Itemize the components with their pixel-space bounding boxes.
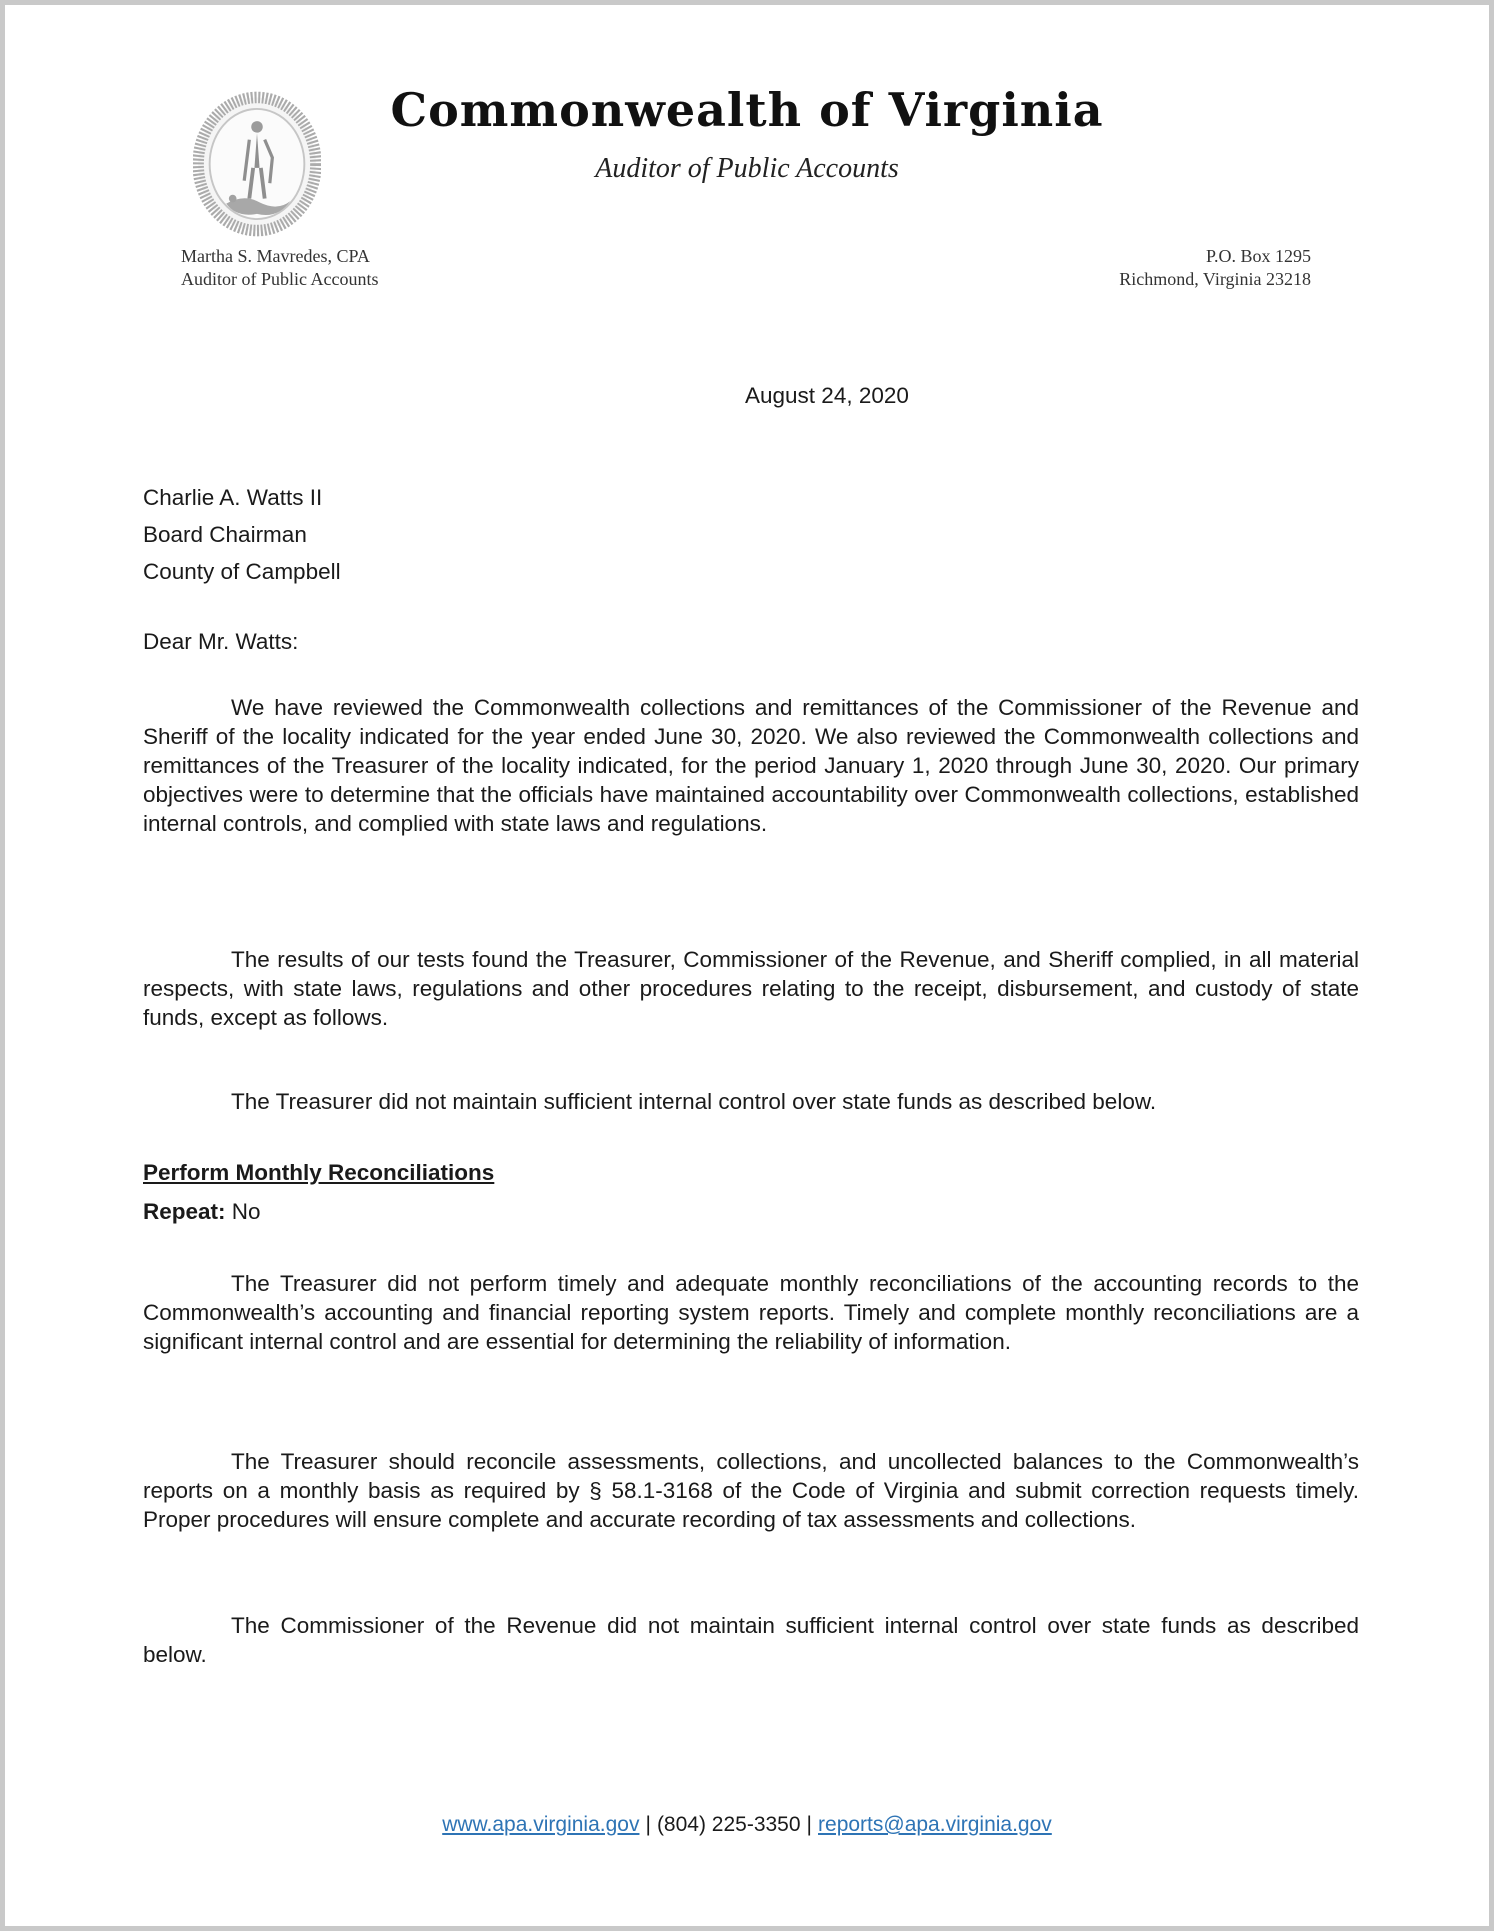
recipient-title: Board Chairman [143,522,307,547]
body-paragraph: The Treasurer did not perform timely and adequate monthly reconciliations of the accounting records to the Commonwealth’s accounting and financial reporting system reports. Timely and complete monthly reconciliations are a significant internal control and are essential for determining the reliability of information. [143,1271,1359,1354]
body-paragraph: The results of our tests found the Treasurer, Commissioner of the Revenue, and Sheriff complied, in all material respects, with state laws, regulations and other procedures relating to the receipt, disbursement, and custody of state funds, except as follows. [143,947,1359,1030]
repeat-value: No [231,1199,261,1224]
body-paragraph: The Treasurer did not maintain sufficient internal control over state funds as described below. [231,1089,1157,1114]
address-block [1119,245,1311,291]
phone-number: (804) 225-3350 [656,1813,801,1836]
recipient-name: Charlie A. Watts II [143,485,323,510]
repeat-label: Repeat: [143,1199,226,1224]
body-paragraph: The Treasurer should reconcile assessments, collections, and uncollected balances to the Commonwealth’s reports on a monthly basis as required by § 58.1-3168 of the Code of Virginia and submit correction requests timely. Proper procedures will ensure complete and accurate recording of tax assessments and collections. [143,1449,1359,1532]
body-paragraph: We have reviewed the Commonwealth collections and remittances of the Commissioner of the Revenue and Sheriff of the locality indicated for the year ended June 30, 2020. We also reviewed the Commonwealth collections and remittances of the Treasurer of the locality indicated, for the period January 1, 2020 through June 30, 2020. Our primary objectives were to determine that the officials have maintained accountability over Commonwealth collections, established internal controls, and complied with state laws and regulations. [143,695,1359,836]
letterhead-title: Commonwealth of Virginia [390,83,1104,137]
website-link[interactable]: www.apa.virginia.gov [442,1813,640,1836]
footer [5,1813,1489,1837]
recipient-block [143,479,1359,590]
official-name: Martha S. Mavredes, CPA [181,246,370,266]
letterhead [5,5,1489,305]
address-city-state: Richmond, Virginia 23218 [1119,269,1311,289]
letterhead-subtitle: Auditor of Public Accounts [595,153,899,184]
email-link[interactable]: reports@apa.virginia.gov [818,1813,1052,1836]
footer-separator: | [645,1813,651,1836]
recipient-locality: County of Campbell [143,559,341,584]
official-title: Auditor of Public Accounts [181,269,379,289]
salutation: Dear Mr. Watts: [143,629,299,654]
footer-separator: | [806,1813,813,1836]
address-po-box: P.O. Box 1295 [1205,246,1311,266]
letter-date: August 24, 2020 [745,383,909,408]
body-paragraph: The Commissioner of the Revenue did not maintain sufficient internal control over state funds as described below. [143,1613,1359,1667]
official-block [181,245,378,291]
finding-heading: Perform Monthly Reconciliations [143,1160,495,1185]
finding-repeat [143,1199,1359,1225]
